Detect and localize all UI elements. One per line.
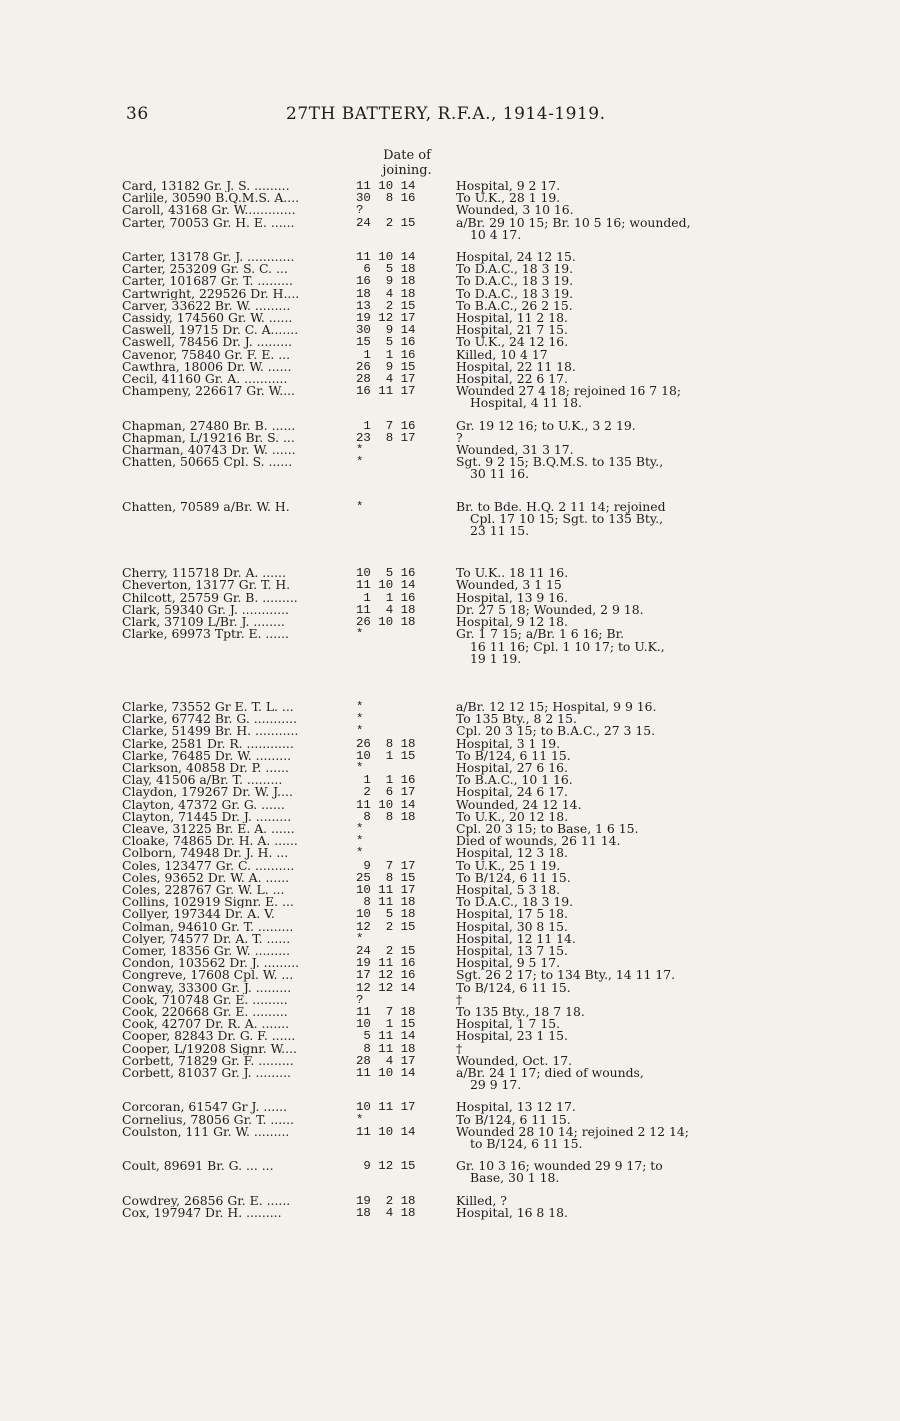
remark-line: Cpl. 20 3 15; to B.A.C., 27 3 15. [456,723,656,739]
roll-entry [122,579,782,591]
entry-date-of-joining: 11 7 18 [356,1004,416,1019]
remark-line: † [456,1040,463,1056]
entry-remarks [456,417,766,433]
roll-entry [122,358,782,374]
roll-entry [122,456,782,480]
entry-date-of-joining: 16 9 18 [356,274,416,289]
entry-remarks [456,1204,766,1220]
remark-line: Hospital, 17 5 18. [456,906,568,922]
roll-entry [122,1052,782,1068]
roll-entry [122,1067,782,1091]
entry-date-of-joining: 12 12 14 [356,980,416,995]
remark-line: To U.K., 20 12 18. [456,808,569,824]
roll-entry [122,417,782,433]
entry-date-of-joining: 10 5 16 [356,566,416,581]
remark-line: Hospital, 13 12 17. [456,1099,576,1115]
remark-line: Hospital, 4 11 18. [470,395,582,411]
roll-entry [122,991,782,1007]
entry-date-of-joining: 12 2 15 [356,919,416,934]
entry-remarks [456,1067,766,1091]
entry-spacer [122,241,782,251]
entry-name: Clarke, 69973 Tptr. E. ...... [122,628,289,641]
roll-entry [122,786,782,798]
entry-name: Chatten, 50665 Cpl. S. ...... [122,456,293,469]
entry-date-of-joining: 2 6 17 [356,785,416,800]
entry-name: Caswell, 19715 Dr. C. A....... [122,324,299,337]
entry-spacer [122,665,782,701]
entry-date-of-joining: 11 10 14 [356,1066,416,1080]
entry-name: Claydon, 179267 Dr. W. J.... [122,786,293,799]
entry-date-of-joining: 8 8 18 [356,809,416,824]
remark-line: Cpl. 17 10 15; Sgt. to 135 Bty., [470,510,664,526]
entry-date-of-joining: 10 1 15 [356,748,416,763]
remark-line: ? [456,429,463,445]
remark-line: Hospital, 11 2 18. [456,310,568,326]
remark-line: Hospital, 5 3 18. [456,881,561,897]
entry-date-of-joining: 30 9 14 [356,323,416,338]
entry-name: Clark, 59340 Gr. J. ............ [122,603,289,617]
entry-date-of-joining: 9 7 17 [356,858,416,873]
roll-entry [122,180,782,192]
entry-name: Clarke, 76485 Dr. W. ......... [122,749,292,762]
date-column-header [364,148,450,178]
roll-entry [122,908,782,920]
entry-name: Cleave, 31225 Br. E. A. ...... [122,822,295,836]
remark-line: To B/124, 6 11 15. [456,747,571,763]
remark-line: Killed, ? [456,1192,507,1208]
entry-remarks [456,1160,766,1184]
entry-name: Cox, 197947 Dr. H. ......... [122,1206,282,1220]
entry-name: Collins, 102919 Signr. E. ... [122,896,294,909]
entry-name: Cook, 42707 Dr. R. A. ....... [122,1018,290,1031]
roll-entry [122,942,782,958]
remark-line: Hospital, 30 8 15. [456,918,568,934]
entry-name: Colborn, 74948 Dr. J. H. ... [122,847,289,860]
remark-line: a/Br. 12 12 15; Hospital, 9 9 16. [456,698,657,714]
remark-line: 23 11 15. [470,523,530,539]
entry-remarks [456,385,766,409]
roll-entry [122,336,782,348]
remark-line: a/Br. 29 10 15; Br. 10 5 16; wounded, [456,214,691,230]
entry-date-of-joining: ? [356,992,364,1007]
roll-entry [122,1160,782,1184]
remark-line: Hospital, 24 6 17. [456,784,568,800]
entry-date-of-joining: 11 10 14 [356,250,416,265]
entry-name: Carver, 33622 Br. W. ......... [122,299,291,313]
roll-entry [122,698,782,714]
entry-name: Coles, 93652 Dr. W. A. ...... [122,871,290,884]
roll-entry [122,567,782,579]
entry-name: Carter, 13178 Gr. J. ............ [122,251,295,264]
entry-remarks [456,214,766,242]
remark-line: 29 9 17. [470,1077,522,1093]
entry-date-of-joining: 28 4 17 [356,1053,416,1068]
entry-name: Cassidy, 174560 Gr. W. ...... [122,312,293,325]
entry-name: Clarkson, 40858 Dr. P. ...... [122,761,289,775]
remark-line: 19 1 19. [470,650,522,666]
roll-entry [122,429,782,445]
roll-entry [122,498,782,539]
remark-line: Hospital, 9 12 18. [456,614,568,630]
remark-line: To B.A.C., 10 1 16. [456,772,573,788]
entry-date-of-joining: 30 8 16 [356,191,416,206]
entry-name: Chatten, 70589 a/Br. W. H. [122,500,290,513]
entry-date-of-joining: * [356,821,364,836]
roll-entry [122,820,782,836]
remark-line: Wounded, 3 1 15 [456,577,562,593]
remark-line: To D.A.C., 18 3 19. [456,894,574,910]
entry-date-of-joining: 19 2 18 [356,1193,416,1208]
remark-line: Hospital, 9 5 17. [456,955,561,971]
roll-entry [122,857,782,873]
roll-entry [122,796,782,812]
remark-line: Hospital, 22 11 18. [456,358,576,374]
entry-name: Chilcott, 25759 Gr. B. ......... [122,591,298,604]
date-header-line2: joining. [382,163,432,178]
entry-name: Cawthra, 18006 Dr. W. ...... [122,360,292,374]
entry-name: Cherry, 115718 Dr. A. ...... [122,567,286,580]
page-title: 27TH BATTERY, R.F.A., 1914-1919. [286,104,606,124]
remark-line: 16 11 16; Cpl. 1 10 17; to U.K., [470,638,665,654]
remark-line: Hospital, 24 12 15. [456,249,576,265]
entry-date-of-joining: * [356,724,364,739]
roll-entry [122,896,782,908]
entry-name: Cloake, 74865 Dr. H. A. ...... [122,835,298,848]
remark-line: Wounded, Oct. 17. [456,1052,573,1068]
entry-date-of-joining: 24 2 15 [356,215,416,230]
entry-date-of-joining: 9 12 15 [356,1159,416,1174]
entry-date-of-joining: 6 5 18 [356,262,416,277]
roll-entry [122,214,782,242]
entry-name: Clay, 41506 a/Br. T. ......... [122,774,283,787]
entry-name: Clarke, 73552 Gr E. T. L. ... [122,700,294,714]
roll-entry [122,1030,782,1042]
entry-date-of-joining: * [356,712,364,727]
roll-entry [122,601,782,617]
roll-entry [122,324,782,336]
entry-date-of-joining: 17 12 16 [356,968,416,983]
remark-line: Base, 30 1 18. [470,1170,560,1186]
roll-entry [122,1018,782,1030]
remark-line: Hospital, 22 6 17. [456,371,568,387]
remark-line: Hospital, 1 7 15. [456,1016,561,1032]
remark-line: Wounded, 24 12 14. [456,796,582,812]
roll-entry [122,930,782,946]
entry-date-of-joining: * [356,699,364,714]
remark-line: Died of wounds, 26 11 14. [456,833,621,849]
remark-line: To U.K., 24 12 16. [456,334,569,350]
roll-entry [122,835,782,847]
entry-date-of-joining: * [356,931,364,946]
entry-name: Charman, 40743 Dr. W. ...... [122,444,296,457]
remark-line: a/Br. 24 1 17; died of wounds, [456,1065,644,1080]
roll-entry [122,869,782,885]
entry-name: Congreve, 17608 Cpl. W. ... [122,969,294,982]
remark-line: To 135 Bty., 8 2 15. [456,711,577,727]
entry-name: Clarke, 67742 Br. G. ........... [122,713,298,726]
remark-line: Sgt. 26 2 17; to 134 Bty., 14 11 17. [456,967,676,983]
remark-line: Sgt. 9 2 15; B.Q.M.S. to 135 Bty., [456,454,664,470]
entry-date-of-joining: 23 8 17 [356,430,416,445]
remark-line: Hospital, 12 3 18. [456,845,568,861]
remark-line: Hospital, 12 11 14. [456,930,576,946]
entry-date-of-joining: 11 10 14 [356,797,416,812]
entry-date-of-joining: 1 7 16 [356,418,416,433]
entry-date-of-joining: 1 1 16 [356,347,416,362]
remark-line: Hospital, 9 2 17. [456,178,561,193]
remark-line: To U.K.. 18 11 16. [456,565,569,581]
remark-line: Wounded, 31 3 17. [456,442,574,458]
roll-entry [122,774,782,786]
entry-date-of-joining: * [356,627,364,642]
remark-line: To U.K., 25 1 19. [456,857,561,873]
roll-entry [122,979,782,995]
remark-line: Hospital, 23 1 15. [456,1028,568,1044]
roll-entry [122,285,782,301]
entry-name: Coles, 123477 Gr. C. .......... [122,859,295,872]
entry-name: Clayton, 47372 Gr. G. ...... [122,798,285,811]
entry-name: Cartwright, 229526 Dr. H.... [122,287,300,300]
roll-entry [122,725,782,737]
entry-date-of-joining: * [356,443,364,458]
entry-date-of-joining: 11 10 14 [356,179,416,193]
entry-date-of-joining: 8 11 18 [356,895,416,910]
entry-name: Chapman, L/19216 Br. S. ... [122,431,295,445]
entry-name: Cowdrey, 26856 Gr. E. ...... [122,1194,291,1207]
remark-line: To D.A.C., 18 3 19. [456,273,574,289]
entry-name: Corbett, 71829 Gr. F. ......... [122,1054,294,1067]
entry-date-of-joining: 26 8 18 [356,736,416,751]
entry-date-of-joining: 16 11 17 [356,384,416,399]
roll-entry [122,628,782,665]
entry-name: Collyer, 197344 Dr. A. V. [122,908,275,921]
entry-spacer [122,410,782,420]
roll-entry [122,589,782,605]
date-header-line1: Date of [383,148,431,163]
entry-date-of-joining: 18 4 18 [356,286,416,301]
remark-line: To B/124, 6 11 15. [456,979,571,995]
roll-entries [122,180,782,1219]
roll-entry [122,713,782,725]
remark-line: Hospital, 16 8 18. [456,1204,568,1220]
entry-name: Cook, 710748 Gr. E. ......... [122,993,288,1006]
remark-line: Hospital, 27 6 16. [456,759,568,775]
roll-entry [122,918,782,934]
entry-name: Clarke, 2581 Dr. R. ............ [122,737,294,750]
entry-date-of-joining: 15 5 16 [356,335,416,350]
entry-date-of-joining: 11 10 14 [356,1124,416,1139]
remark-line: Gr. 10 3 16; wounded 29 9 17; to [456,1158,663,1174]
entry-date-of-joining: 26 10 18 [356,615,416,630]
roll-entry [122,373,782,385]
entry-spacer [122,1185,782,1195]
entry-date-of-joining: 28 4 17 [356,372,416,387]
page-number: 36 [126,104,149,124]
roll-entry [122,444,782,456]
remark-line: To B.A.C., 26 2 15. [456,297,573,313]
entry-spacer [122,481,782,501]
remark-line: To D.A.C., 18 3 19. [456,261,574,277]
remark-line: To 135 Bty., 18 7 18. [456,1003,585,1019]
entry-date-of-joining: 11 4 18 [356,602,416,617]
remark-line: 10 4 17. [470,226,522,242]
roll-entry [122,1192,782,1208]
remark-line: To U.K., 28 1 19. [456,190,561,206]
remark-line: Wounded, 3 10 16. [456,202,574,218]
remark-line: † [456,991,463,1007]
entry-date-of-joining: 13 2 15 [356,298,416,313]
remark-line: Killed, 10 4 17 [456,346,548,362]
entry-date-of-joining: * [356,760,364,775]
remark-line: Dr. 27 5 18; Wounded, 2 9 18. [456,601,644,617]
entry-date-of-joining: 10 1 15 [356,1017,416,1032]
entry-name: Cheverton, 13177 Gr. T. H. [122,579,291,592]
entry-date-of-joining: 19 11 16 [356,956,416,971]
roll-entry [122,969,782,981]
roll-entry [122,735,782,751]
entry-name: Clarke, 51499 Br. H. ........... [122,725,299,738]
roll-entry [122,263,782,275]
entry-name: Carter, 70053 Gr. H. E. ...... [122,216,295,229]
entry-remarks [456,1123,766,1152]
entry-date-of-joining: ? [356,203,364,218]
roll-entry [122,297,782,313]
roll-entry [122,957,782,969]
entry-name: Cornelius, 78056 Gr. T. ...... [122,1113,294,1126]
roll-entry [122,1204,782,1220]
entry-date-of-joining: * [356,1112,364,1127]
entry-name: Chapman, 27480 Br. B. ...... [122,419,296,432]
remark-line: Br. to Bde. H.Q. 2 11 14; rejoined [456,498,666,514]
remark-line: Gr. 19 12 16; to U.K., 3 2 19. [456,417,636,433]
entry-spacer [122,537,782,567]
remark-line: Hospital, 21 7 15. [456,322,568,338]
entry-date-of-joining: 25 8 15 [356,870,416,885]
entry-date-of-joining: * [356,846,364,861]
entry-date-of-joining: 10 11 17 [356,882,416,897]
remark-line: to B/124, 6 11 15. [470,1136,583,1152]
entry-name: Comer, 18356 Gr. W. ......... [122,944,291,958]
remark-line: Wounded 27 4 18; rejoined 16 7 18; [456,383,682,399]
entry-date-of-joining: * [356,499,364,514]
entry-remarks [456,628,766,665]
entry-date-of-joining: 19 12 17 [356,311,416,326]
entry-name: Coult, 89691 Br. G. ... ... [122,1160,274,1173]
entry-name: Coulston, 111 Gr. W. ......... [122,1125,290,1139]
entry-name: Corbett, 81037 Gr. J. ......... [122,1067,291,1080]
entry-name: Conway, 33300 Gr. J. ......... [122,981,292,994]
entry-date-of-joining: 24 2 15 [356,943,416,958]
entry-date-of-joining: 1 1 16 [356,590,416,605]
roll-entry [122,312,782,324]
entry-name: Carter, 253209 Gr. S. C. ... [122,263,288,276]
remark-line: Gr. 1 7 15; a/Br. 1 6 16; Br. [456,626,625,642]
entry-remarks [456,979,766,995]
remark-line: Cpl. 20 3 15; to Base, 1 6 15. [456,820,639,836]
entry-name: Cecil, 41160 Gr. A. ........... [122,373,288,386]
entry-date-of-joining: 26 9 15 [356,359,416,374]
entry-name: Champeny, 226617 Gr. W.... [122,385,295,398]
entry-date-of-joining: * [356,455,364,470]
remark-line: Wounded 28 10 14; rejoined 2 12 14; [456,1123,689,1139]
roll-entry [122,1123,782,1152]
remark-line: To D.A.C., 18 3 19. [456,285,574,301]
entry-date-of-joining: 1 1 16 [356,773,416,788]
remark-line: Hospital, 13 7 15. [456,942,568,958]
entry-remarks [456,456,766,480]
entry-date-of-joining: 8 11 18 [356,1041,416,1056]
entry-date-of-joining: 10 5 18 [356,907,416,922]
roll-entry [122,192,782,204]
roll-entry [122,251,782,263]
remark-line: 30 11 16. [470,466,530,482]
roll-entry [122,881,782,897]
entry-name: Cook, 220668 Gr. E. ......... [122,1005,288,1019]
entry-name: Card, 13182 Gr. J. S. ......... [122,180,290,193]
entry-remarks [456,498,766,539]
remark-line: To B/124, 6 11 15. [456,1111,571,1127]
entry-remarks [456,1030,766,1042]
entry-name: Condon, 103562 Dr. J. ......... [122,957,300,970]
roll-entry [122,747,782,763]
entry-name: Clark, 37109 L/Br. J. ........ [122,616,285,629]
remark-line: Hospital, 13 9 16. [456,589,568,605]
remark-line: To B/124, 6 11 15. [456,869,571,885]
entry-name: Colyer, 74577 Dr. A. T. ...... [122,932,291,945]
entry-name: Caroll, 43168 Gr. W............. [122,204,296,217]
entry-name: Clayton, 71445 Dr. J. ......... [122,810,292,823]
entry-name: Carter, 101687 Gr. T. ......... [122,275,293,288]
entry-spacer [122,1091,782,1101]
entry-name: Coles, 228767 Gr. W. L. ... [122,883,285,897]
entry-date-of-joining: 11 10 14 [356,578,416,593]
entry-name: Corcoran, 61547 Gr J. ...... [122,1101,288,1114]
roll-entry [122,1040,782,1056]
roll-entry [122,1101,782,1113]
entry-name: Carlile, 30590 B.Q.M.S. A.... [122,192,300,205]
roll-entry [122,385,782,409]
roll-entry [122,847,782,859]
roll-entry [122,616,782,628]
roll-entry [122,275,782,287]
remark-line: Hospital, 3 1 19. [456,735,561,751]
entry-spacer [122,1150,782,1160]
roll-entry [122,808,782,824]
entry-name: Caswell, 78456 Dr. J. ......... [122,336,293,349]
entry-name: Cavenor, 75840 Gr. F. E. ... [122,348,291,361]
roll-entry [122,1003,782,1019]
entry-name: Colman, 94610 Gr. T. ......... [122,920,294,933]
entry-name: Cooper, L/19208 Signr. W.... [122,1042,297,1055]
roll-entry [122,759,782,775]
entry-date-of-joining: 10 11 17 [356,1100,416,1115]
entry-date-of-joining: 5 11 14 [356,1029,416,1044]
entry-date-of-joining: * [356,834,364,849]
entry-name: Cooper, 82843 Dr. G. F. ...... [122,1030,296,1043]
roll-entry [122,346,782,362]
entry-date-of-joining: 18 4 18 [356,1205,416,1220]
